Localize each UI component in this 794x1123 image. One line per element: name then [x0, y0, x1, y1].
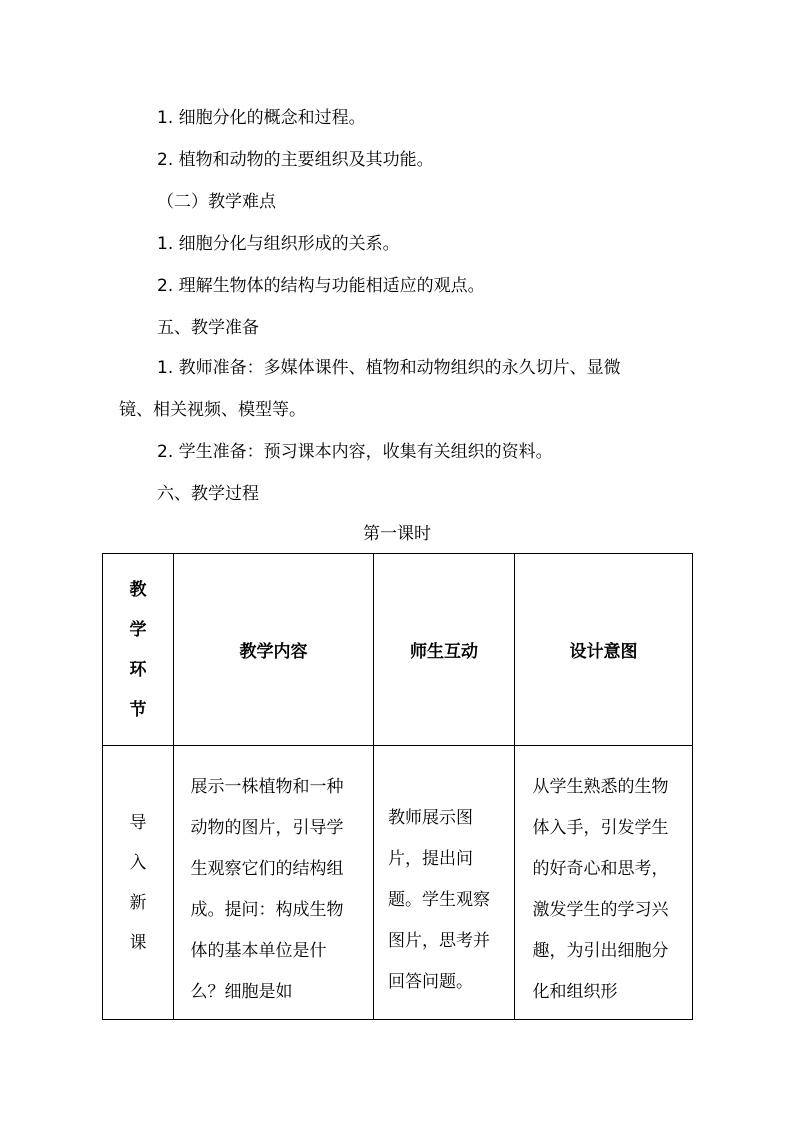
table-header-row	[103, 554, 693, 746]
cell-intent	[515, 746, 693, 1020]
section-heading-difficulties: （二）教学难点	[157, 192, 276, 212]
item-key-point-2: 2. 植物和动物的主要组织及其功能。	[157, 150, 434, 170]
item-difficulty-1: 1. 细胞分化与组织形成的关系。	[157, 234, 400, 254]
cell-interaction-text: 教师展示图片，提出问题。学生观察图片，思考并回答问题。	[388, 808, 490, 992]
cell-interaction	[374, 746, 515, 1020]
header-stage	[103, 554, 174, 746]
table-caption: 第一课时	[363, 524, 431, 544]
lesson-plan-table	[102, 553, 693, 1020]
cell-stage-label: 导入新课	[129, 812, 147, 953]
section-heading-process: 六、教学过程	[157, 484, 259, 504]
header-intent: 设计意图	[515, 554, 693, 746]
header-stage-label: 教学环节	[129, 579, 147, 720]
header-interaction: 师生互动	[374, 554, 515, 746]
item-key-point-1: 1. 细胞分化的概念和过程。	[157, 108, 366, 128]
item-teacher-preparation: 1. 教师准备：多媒体课件、植物和动物组织的永久切片、显微	[157, 358, 621, 378]
cell-content-text: 展示一株植物和一种动物的图片，引导学生观察它们的结构组成。提问：构成生物体的基本单位是什么？细胞是如	[190, 776, 344, 1002]
item-difficulty-2: 2. 理解生物体的结构与功能相适应的观点。	[157, 276, 485, 296]
cell-content	[174, 746, 374, 1020]
header-content: 教学内容	[174, 554, 374, 746]
cell-intent-text: 从学生熟悉的生物体入手，引发学生的好奇心和思考，激发学生的学习兴趣，为引出细胞分化和组织形	[532, 776, 669, 1002]
cell-stage	[103, 746, 174, 1020]
item-teacher-preparation-cont: 镜、相关视频、模型等。	[119, 400, 306, 420]
table-row	[103, 746, 693, 1020]
item-student-preparation: 2. 学生准备：预习课本内容，收集有关组织的资料。	[157, 442, 553, 462]
section-heading-preparation: 五、教学准备	[157, 318, 259, 338]
